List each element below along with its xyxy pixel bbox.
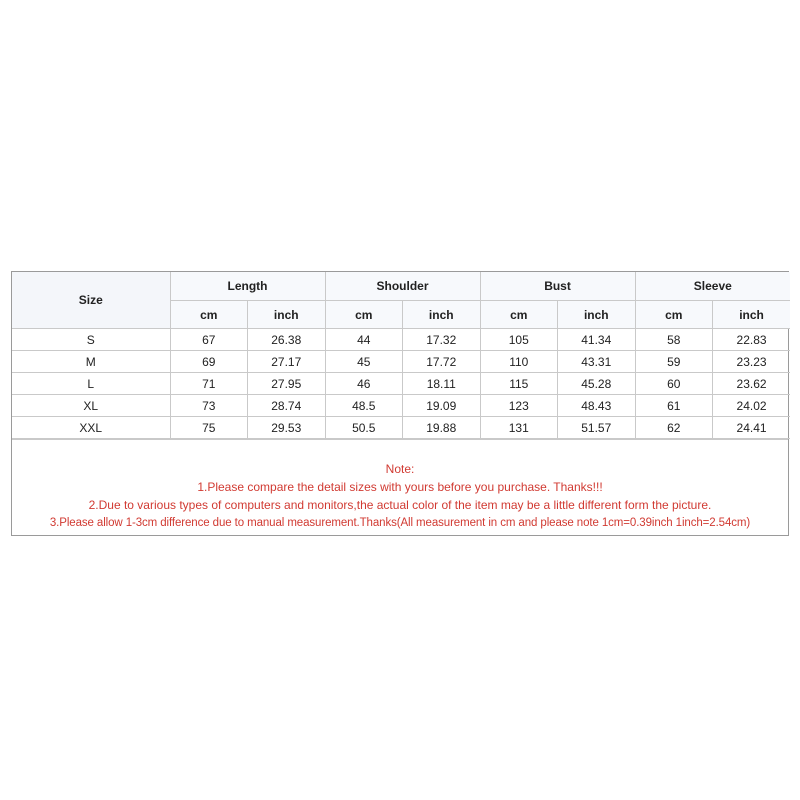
table-cell: 22.83 — [713, 329, 791, 351]
table-cell: 27.95 — [248, 373, 326, 395]
bust-cm-header: cm — [480, 301, 558, 329]
table-cell: 48.43 — [558, 395, 636, 417]
table-row — [12, 373, 790, 395]
table-cell: 123 — [480, 395, 558, 417]
bust-inch-header: inch — [558, 301, 636, 329]
length-inch-header: inch — [248, 301, 326, 329]
table-cell: 110 — [480, 351, 558, 373]
table-cell: 19.88 — [403, 417, 481, 439]
header-group-row — [12, 272, 790, 301]
table-cell: 17.32 — [403, 329, 481, 351]
table-cell: 50.5 — [325, 417, 403, 439]
table-row — [12, 351, 790, 373]
table-cell: 44 — [325, 329, 403, 351]
table-cell: 105 — [480, 329, 558, 351]
table-cell: 43.31 — [558, 351, 636, 373]
size-table — [12, 272, 790, 439]
length-header: Length — [170, 272, 325, 301]
table-cell: 45.28 — [558, 373, 636, 395]
shoulder-inch-header: inch — [403, 301, 481, 329]
table-cell: 62 — [635, 417, 713, 439]
table-cell: 23.62 — [713, 373, 791, 395]
sleeve-inch-header: inch — [713, 301, 791, 329]
size-cell: M — [12, 351, 170, 373]
size-cell: XXL — [12, 417, 170, 439]
sleeve-header: Sleeve — [635, 272, 790, 301]
table-cell: 24.41 — [713, 417, 791, 439]
note-line-1: 1.Please compare the detail sizes with yours before you purchase. Thanks!!! — [197, 480, 603, 494]
bust-header: Bust — [480, 272, 635, 301]
table-cell: 71 — [170, 373, 248, 395]
shoulder-cm-header: cm — [325, 301, 403, 329]
table-cell: 51.57 — [558, 417, 636, 439]
table-row — [12, 395, 790, 417]
note-line-3: 3.Please allow 1-3cm difference due to manual measurement.Thanks(All measurement in cm and please note 1cm=0.39inch 1inch=2.54cm) — [49, 517, 751, 529]
table-cell: 59 — [635, 351, 713, 373]
table-row — [12, 417, 790, 439]
sleeve-cm-header: cm — [635, 301, 713, 329]
size-chart — [11, 271, 789, 536]
table-cell: 24.02 — [713, 395, 791, 417]
table-cell: 27.17 — [248, 351, 326, 373]
shoulder-header: Shoulder — [325, 272, 480, 301]
table-cell: 131 — [480, 417, 558, 439]
table-cell: 29.53 — [248, 417, 326, 439]
table-cell: 115 — [480, 373, 558, 395]
table-cell: 45 — [325, 351, 403, 373]
table-cell: 61 — [635, 395, 713, 417]
note-line-2: 2.Due to various types of computers and monitors,the actual color of the item may be a little different form the picture. — [88, 498, 712, 512]
table-cell: 23.23 — [713, 351, 791, 373]
note-title: Note: — [385, 462, 415, 476]
size-cell: L — [12, 373, 170, 395]
table-cell: 73 — [170, 395, 248, 417]
table-cell: 58 — [635, 329, 713, 351]
table-cell: 75 — [170, 417, 248, 439]
table-cell: 17.72 — [403, 351, 481, 373]
table-cell: 19.09 — [403, 395, 481, 417]
table-cell: 41.34 — [558, 329, 636, 351]
size-cell: S — [12, 329, 170, 351]
table-cell: 69 — [170, 351, 248, 373]
table-cell: 60 — [635, 373, 713, 395]
table-cell: 28.74 — [248, 395, 326, 417]
table-cell: 46 — [325, 373, 403, 395]
size-column-header: Size — [12, 272, 170, 329]
length-cm-header: cm — [170, 301, 248, 329]
table-cell: 26.38 — [248, 329, 326, 351]
size-cell: XL — [12, 395, 170, 417]
table-cell: 18.11 — [403, 373, 481, 395]
table-cell: 48.5 — [325, 395, 403, 417]
table-cell: 67 — [170, 329, 248, 351]
notes-section — [12, 439, 788, 535]
table-row — [12, 329, 790, 351]
